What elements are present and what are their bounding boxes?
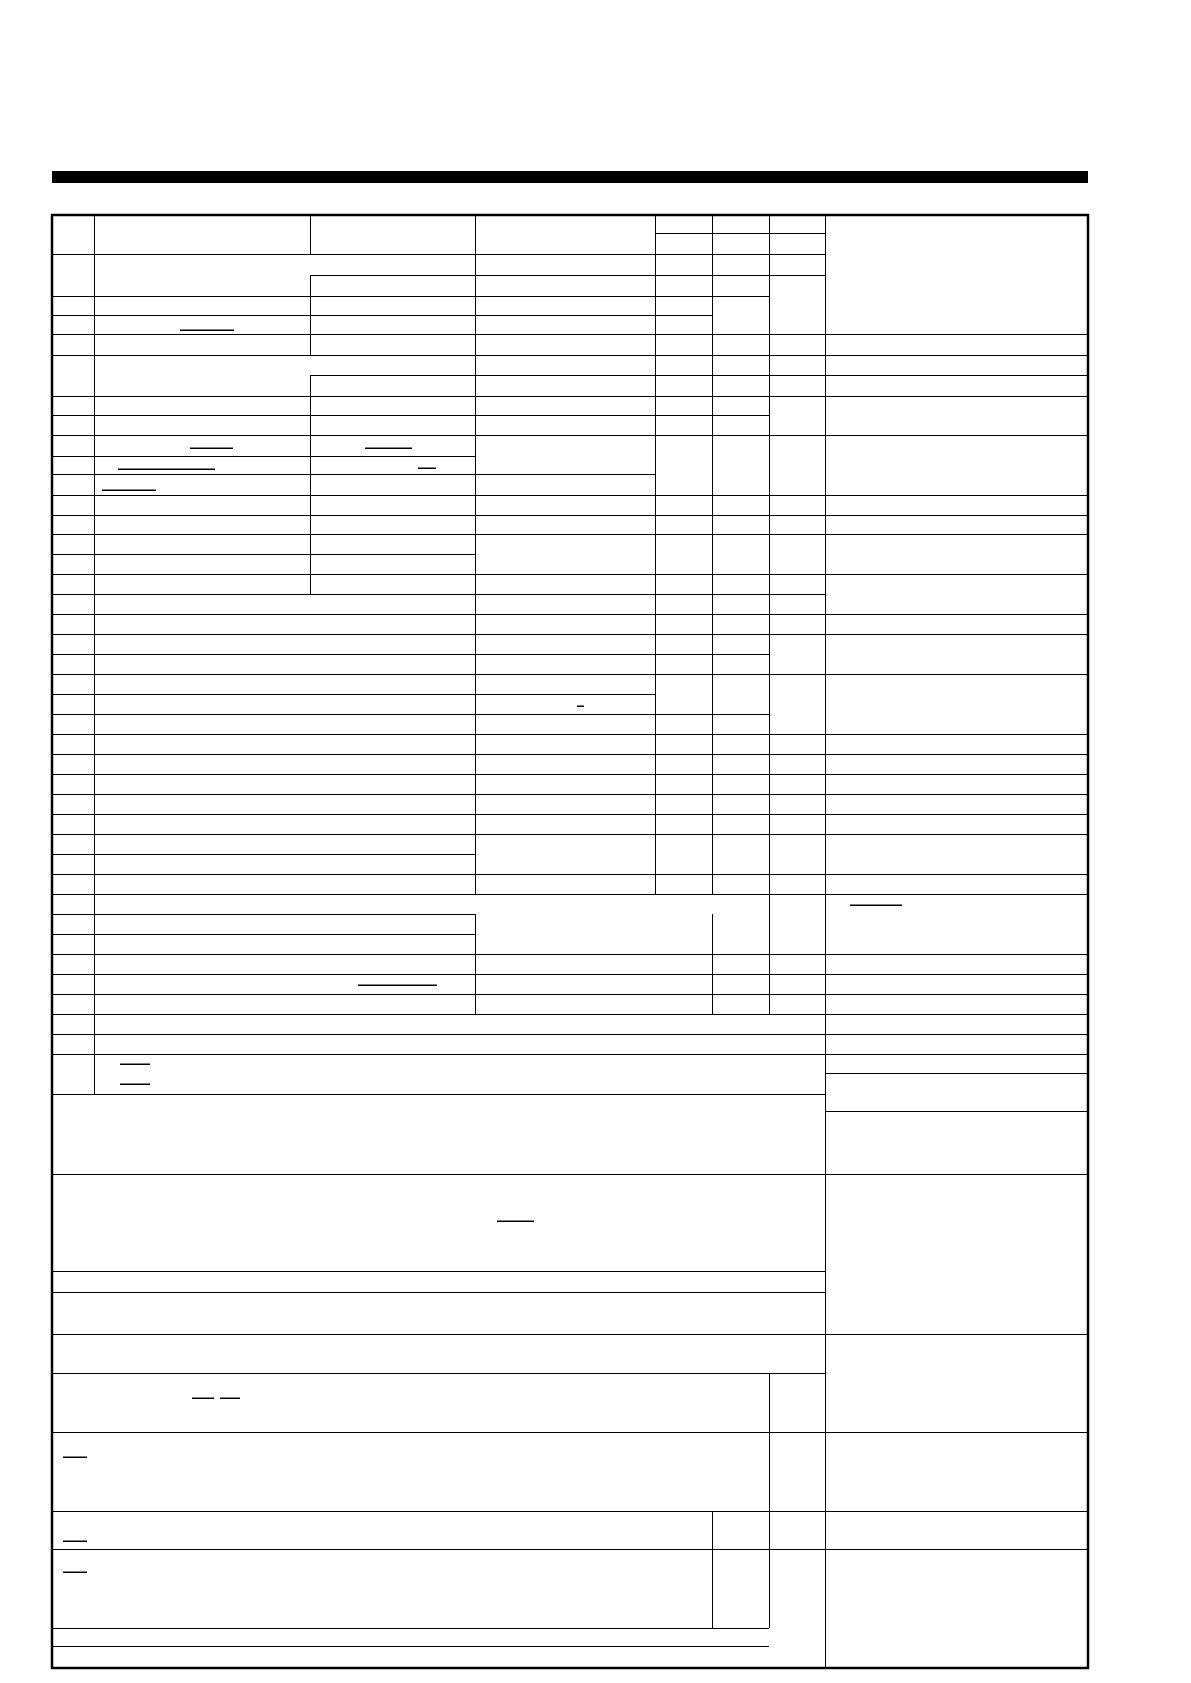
header-bar [52,171,1088,183]
form-outer-border [52,215,1088,1668]
form-lines [52,215,1088,1668]
underline-marks [63,330,902,1572]
